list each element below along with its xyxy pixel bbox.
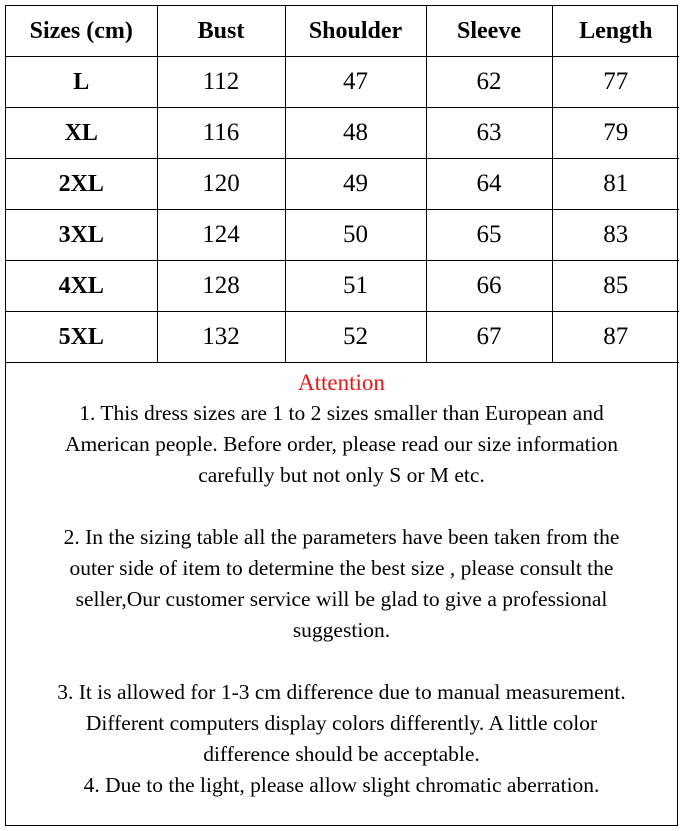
- sleeve-cell: 62: [426, 57, 552, 108]
- shoulder-cell: 49: [285, 159, 426, 210]
- size-cell: 5XL: [6, 312, 157, 363]
- attention-notes: [6, 363, 677, 801]
- note-line: 4. Due to the light, please allow slight chromatic aberration.: [83, 773, 600, 797]
- bust-cell: 116: [157, 108, 285, 159]
- note-line: difference should be acceptable.: [203, 742, 480, 766]
- size-cell: 3XL: [6, 210, 157, 261]
- shoulder-cell: 52: [285, 312, 426, 363]
- shoulder-cell: 51: [285, 261, 426, 312]
- bust-cell: 124: [157, 210, 285, 261]
- note-line: 2. In the sizing table all the parameters have been taken from the: [63, 525, 620, 549]
- note-line: outer side of item to determine the best size , please consult the: [69, 556, 614, 580]
- length-cell: 77: [552, 57, 679, 108]
- note-2: [10, 522, 673, 646]
- shoulder-cell: 50: [285, 210, 426, 261]
- table-row: [6, 312, 679, 363]
- note-line: carefully but not only S or M etc.: [198, 463, 485, 487]
- sleeve-cell: 64: [426, 159, 552, 210]
- length-cell: 79: [552, 108, 679, 159]
- bust-cell: 128: [157, 261, 285, 312]
- table-row: [6, 108, 679, 159]
- size-cell: 4XL: [6, 261, 157, 312]
- header-length: Length: [552, 6, 679, 57]
- note-line: American people. Before order, please read our size information: [64, 432, 619, 456]
- note-line: seller,Our customer service will be glad to give a professional: [75, 587, 608, 611]
- length-cell: 83: [552, 210, 679, 261]
- note-line: 1. This dress sizes are 1 to 2 sizes smaller than European and: [79, 401, 604, 425]
- note-spacer: [10, 491, 673, 522]
- sleeve-cell: 63: [426, 108, 552, 159]
- length-cell: 81: [552, 159, 679, 210]
- note-4: [10, 770, 673, 801]
- table-row: [6, 210, 679, 261]
- header-shoulder: Shoulder: [285, 6, 426, 57]
- table-row: [6, 261, 679, 312]
- size-cell: 2XL: [6, 159, 157, 210]
- bust-cell: 132: [157, 312, 285, 363]
- attention-title: Attention: [298, 370, 385, 395]
- sleeve-cell: 65: [426, 210, 552, 261]
- size-cell: L: [6, 57, 157, 108]
- length-cell: 87: [552, 312, 679, 363]
- sleeve-cell: 66: [426, 261, 552, 312]
- length-cell: 85: [552, 261, 679, 312]
- header-bust: Bust: [157, 6, 285, 57]
- note-line: suggestion.: [292, 618, 391, 642]
- note-3: [10, 677, 673, 770]
- header-sizes: Sizes (cm): [6, 6, 157, 57]
- note-spacer: [10, 646, 673, 677]
- table-row: [6, 159, 679, 210]
- shoulder-cell: 48: [285, 108, 426, 159]
- note-line: Different computers display colors differently. A little color: [85, 711, 598, 735]
- shoulder-cell: 47: [285, 57, 426, 108]
- bust-cell: 112: [157, 57, 285, 108]
- note-1: [10, 398, 673, 491]
- note-line: 3. It is allowed for 1-3 cm difference due to manual measurement.: [57, 680, 626, 704]
- sleeve-cell: 67: [426, 312, 552, 363]
- header-sleeve: Sleeve: [426, 6, 552, 57]
- table-row: [6, 57, 679, 108]
- table-header-row: [6, 6, 679, 57]
- size-cell: XL: [6, 108, 157, 159]
- size-table: [6, 6, 679, 363]
- size-chart-sheet: [5, 5, 678, 826]
- bust-cell: 120: [157, 159, 285, 210]
